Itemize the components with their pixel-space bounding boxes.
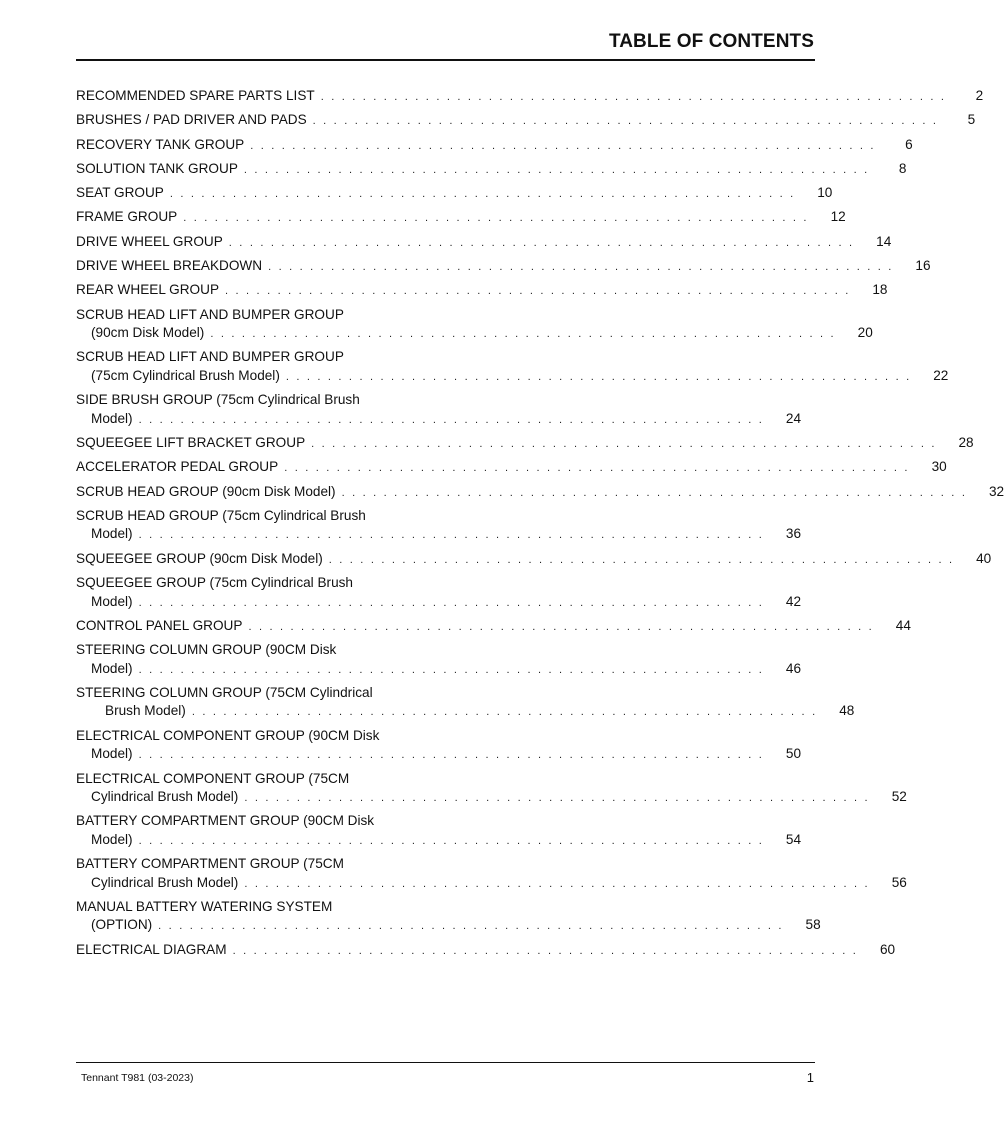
dot-leader: . . . . . . . . . . . . . . . . . . . . . . . . . . . . . . . . . . . . . . . . . . . . . . . . . . . . . . . . . . . . — [228, 236, 855, 249]
dot-leader: . . . . . . . . . . . . . . . . . . . . . . . . . . . . . . . . . . . . . . . . . . . . . . . . . . . . . . . . . . . . — [158, 920, 784, 933]
toc-entry-title: MANUAL BATTERY WATERING SYSTEM — [76, 898, 333, 914]
toc-entry-line-final — [76, 788, 907, 808]
toc-entry-title: ELECTRICAL COMPONENT GROUP (75CM — [76, 770, 350, 786]
dot-leader: . . . . . . . . . . . . . . . . . . . . . . . . . . . . . . . . . . . . . . . . . . . . . . . . . . . . . . . . . . . . — [284, 462, 910, 475]
toc-entry[interactable] — [76, 617, 911, 637]
toc-page-number[interactable]: 8 — [898, 160, 907, 176]
toc-entry-line-final — [76, 367, 949, 387]
dot-leader: . . . . . . . . . . . . . . . . . . . . . . . . . . . . . . . . . . . . . . . . . . . . . . . . . . . . . . . . . . . . — [138, 663, 765, 676]
dot-leader: . . . . . . . . . . . . . . . . . . . . . . . . . . . . . . . . . . . . . . . . . . . . . . . . . . . . . . . . . . . . — [138, 749, 765, 762]
toc-page-number[interactable]: 48 — [839, 703, 855, 719]
toc-entry[interactable] — [76, 812, 802, 850]
toc-entry-title: Model) — [91, 526, 133, 542]
toc-entry[interactable] — [76, 483, 1004, 503]
toc-entry-line — [76, 574, 422, 593]
toc-entry-title: BATTERY COMPARTMENT GROUP (75CM — [76, 856, 344, 872]
toc-page-number[interactable]: 32 — [988, 483, 1004, 499]
toc-entry-title: DRIVE WHEEL GROUP — [76, 233, 223, 249]
toc-entry[interactable] — [76, 770, 907, 808]
toc-entry-line-final — [76, 617, 911, 637]
toc-entry[interactable] — [76, 941, 896, 961]
toc-entry[interactable] — [76, 727, 802, 765]
toc-entry-line-final — [76, 410, 802, 430]
toc-entry-title: (90cm Disk Model) — [91, 325, 205, 341]
toc-entry-line-final — [76, 458, 947, 478]
toc-entry[interactable] — [76, 550, 992, 570]
dot-leader: . . . . . . . . . . . . . . . . . . . . . . . . . . . . . . . . . . . . . . . . . . . . . . . . . . . . . . . . . . . . — [138, 413, 765, 426]
toc-entry-title: Model) — [91, 831, 133, 847]
toc-entry[interactable] — [76, 641, 802, 679]
toc-entry-line-final — [76, 702, 855, 722]
table-of-contents — [76, 87, 1004, 965]
toc-page-number[interactable]: 10 — [817, 185, 833, 201]
toc-entry-title: STEERING COLUMN GROUP (75CM Cylindrical — [76, 684, 373, 700]
toc-entry-line-final — [76, 593, 802, 613]
toc-entry-title: RECOMMENDED SPARE PARTS LIST — [76, 88, 315, 103]
footer-page-number: 1 — [806, 1070, 814, 1085]
toc-page-number[interactable]: 42 — [785, 593, 802, 609]
toc-entry-title: CONTROL PANEL GROUP — [76, 617, 243, 633]
footer-divider — [76, 1062, 815, 1063]
toc-entry-line-final — [76, 281, 888, 301]
toc-entry-line-final — [76, 831, 802, 851]
toc-entry[interactable] — [76, 391, 802, 429]
dot-leader: . . . . . . . . . . . . . . . . . . . . . . . . . . . . . . . . . . . . . . . . . . . . . . . . . . . . . . . . . . . . — [191, 706, 818, 719]
toc-page-number[interactable]: 18 — [872, 282, 888, 298]
toc-entry-line — [76, 770, 422, 789]
toc-entry-title: Model) — [91, 410, 133, 426]
dot-leader: . . . . . . . . . . . . . . . . . . . . . . . . . . . . . . . . . . . . . . . . . . . . . . . . . . . . . . . . . . . . — [138, 529, 765, 542]
toc-page-number[interactable]: 2 — [975, 88, 984, 103]
toc-entry-title: BATTERY COMPARTMENT GROUP (90CM Disk — [76, 813, 375, 829]
toc-entry[interactable] — [76, 458, 947, 478]
toc-entry-title: ELECTRICAL COMPONENT GROUP (90CM Disk — [76, 727, 380, 743]
toc-entry-title: SCRUB HEAD LIFT AND BUMPER GROUP — [76, 349, 344, 365]
toc-entry-title: SEAT GROUP — [76, 185, 164, 201]
toc-page-number[interactable]: 60 — [879, 941, 896, 957]
toc-page-number[interactable]: 24 — [785, 410, 802, 426]
toc-entry[interactable] — [76, 184, 833, 204]
toc-entry-line-final — [76, 233, 892, 253]
dot-leader: . . . . . . . . . . . . . . . . . . . . . . . . . . . . . . . . . . . . . . . . . . . . . . . . . . . . . . . . . . . . — [311, 438, 937, 451]
toc-page-number[interactable]: 46 — [785, 660, 802, 676]
toc-entry-title: (OPTION) — [91, 917, 153, 933]
toc-entry-title: SQUEEGEE LIFT BRACKET GROUP — [76, 435, 306, 451]
toc-entry[interactable] — [76, 160, 907, 180]
toc-page-number[interactable]: 44 — [895, 617, 911, 633]
toc-entry-line — [76, 812, 422, 831]
toc-entry-line-final — [76, 483, 1004, 503]
toc-entry[interactable] — [76, 348, 949, 386]
toc-entry-line — [76, 898, 422, 917]
toc-entry-line-final — [76, 434, 974, 454]
toc-entry-line-final — [76, 184, 833, 204]
toc-entry-title: SQUEEGEE GROUP (75cm Cylindrical Brush — [76, 575, 353, 591]
dot-leader: . . . . . . . . . . . . . . . . . . . . . . . . . . . . . . . . . . . . . . . . . . . . . . . . . . . . . . . . . . . . — [138, 834, 765, 847]
toc-entry-line-final — [76, 87, 984, 107]
toc-page-number[interactable]: 5 — [967, 112, 976, 128]
toc-entry-title: BRUSHES / PAD DRIVER AND PADS — [76, 112, 307, 128]
dot-leader: . . . . . . . . . . . . . . . . . . . . . . . . . . . . . . . . . . . . . . . . . . . . . . . . . . . . . . . . . . . . — [341, 486, 968, 499]
dot-leader: . . . . . . . . . . . . . . . . . . . . . . . . . . . . . . . . . . . . . . . . . . . . . . . . . . . . . . . . . . . . — [285, 370, 912, 383]
toc-entry-title: STEERING COLUMN GROUP (90CM Disk — [76, 642, 337, 658]
toc-entry[interactable] — [76, 136, 913, 156]
toc-page-number[interactable]: 56 — [891, 874, 907, 890]
toc-entry-line-final — [76, 660, 802, 680]
dot-leader: . . . . . . . . . . . . . . . . . . . . . . . . . . . . . . . . . . . . . . . . . . . . . . . . . . . . . . . . . . . . — [225, 285, 851, 298]
toc-page-number[interactable]: 40 — [976, 550, 992, 566]
toc-entry[interactable] — [76, 507, 802, 545]
toc-entry[interactable] — [76, 434, 974, 454]
dot-leader: . . . . . . . . . . . . . . . . . . . . . . . . . . . . . . . . . . . . . . . . . . . . . . . . . . . . . . . . . . . . — [243, 163, 870, 176]
dot-leader: . . . . . . . . . . . . . . . . . . . . . . . . . . . . . . . . . . . . . . . . . . . . . . . . . . . . . . . . . . . . — [244, 792, 870, 805]
toc-entry-title: Cylindrical Brush Model) — [91, 789, 239, 805]
toc-page-number[interactable]: 12 — [830, 209, 846, 225]
toc-entry-title: Model) — [91, 593, 133, 609]
toc-entry-title: SCRUB HEAD GROUP (90cm Disk Model) — [76, 483, 336, 499]
dot-leader: . . . . . . . . . . . . . . . . . . . . . . . . . . . . . . . . . . . . . . . . . . . . . . . . . . . . . . . . . . . . — [210, 328, 836, 341]
toc-entry-line — [76, 855, 422, 874]
toc-entry[interactable] — [76, 684, 855, 722]
toc-entry-title: SOLUTION TANK GROUP — [76, 160, 238, 176]
toc-entry-line-final — [76, 257, 931, 277]
toc-page-number[interactable]: 16 — [915, 258, 931, 274]
dot-leader: . . . . . . . . . . . . . . . . . . . . . . . . . . . . . . . . . . . . . . . . . . . . . . . . . . . . . . . . . . . . — [183, 212, 809, 225]
toc-page-number[interactable]: 58 — [805, 917, 821, 933]
toc-entry-title: SCRUB HEAD GROUP (75cm Cylindrical Brush — [76, 507, 366, 523]
toc-entry-line — [76, 684, 422, 703]
dot-leader: . . . . . . . . . . . . . . . . . . . . . . . . . . . . . . . . . . . . . . . . . . . . . . . . . . . . . . . . . . . . — [250, 139, 876, 152]
toc-page-number[interactable]: 54 — [785, 831, 802, 847]
dot-leader: . . . . . . . . . . . . . . . . . . . . . . . . . . . . . . . . . . . . . . . . . . . . . . . . . . . . . . . . . . . . — [320, 91, 947, 103]
toc-entry-title: Brush Model) — [105, 703, 186, 719]
toc-entry[interactable] — [76, 111, 976, 131]
dot-leader: . . . . . . . . . . . . . . . . . . . . . . . . . . . . . . . . . . . . . . . . . . . . . . . . . . . . . . . . . . . . — [232, 944, 859, 957]
toc-page-number[interactable]: 52 — [891, 789, 907, 805]
toc-page-number[interactable]: 28 — [958, 435, 974, 451]
toc-entry-line-final — [76, 874, 907, 894]
toc-page-number[interactable]: 30 — [931, 459, 947, 475]
toc-entry-title: FRAME GROUP — [76, 209, 178, 225]
toc-entry-title: Cylindrical Brush Model) — [91, 874, 239, 890]
toc-page-number[interactable]: 36 — [785, 526, 802, 542]
toc-entry-line — [76, 391, 422, 410]
dot-leader: . . . . . . . . . . . . . . . . . . . . . . . . . . . . . . . . . . . . . . . . . . . . . . . . . . . . . . . . . . . . — [312, 115, 939, 128]
dot-leader: . . . . . . . . . . . . . . . . . . . . . . . . . . . . . . . . . . . . . . . . . . . . . . . . . . . . . . . . . . . . — [328, 553, 955, 566]
toc-entry-line-final — [76, 941, 896, 961]
toc-entry-title: Model) — [91, 746, 133, 762]
toc-entry[interactable] — [76, 233, 892, 253]
toc-page-number[interactable]: 20 — [857, 325, 873, 341]
toc-entry-title: SCRUB HEAD LIFT AND BUMPER GROUP — [76, 306, 344, 322]
toc-entry[interactable] — [76, 574, 802, 612]
toc-entry-title: SQUEEGEE GROUP (90cm Disk Model) — [76, 550, 323, 566]
toc-entry-title: RECOVERY TANK GROUP — [76, 136, 245, 152]
toc-entry-line — [76, 507, 422, 526]
toc-entry-title: Model) — [91, 660, 133, 676]
header-divider — [76, 59, 815, 61]
toc-entry-line — [76, 641, 422, 660]
footer-document-reference: Tennant T981 (03-2023) — [81, 1072, 194, 1084]
dot-leader: . . . . . . . . . . . . . . . . . . . . . . . . . . . . . . . . . . . . . . . . . . . . . . . . . . . . . . . . . . . . — [268, 261, 894, 274]
toc-page-number[interactable]: 50 — [785, 746, 802, 762]
toc-page-number[interactable]: 14 — [876, 233, 892, 249]
dot-leader: . . . . . . . . . . . . . . . . . . . . . . . . . . . . . . . . . . . . . . . . . . . . . . . . . . . . . . . . . . . . — [138, 596, 765, 609]
toc-entry[interactable] — [76, 898, 821, 936]
toc-entry[interactable] — [76, 855, 907, 893]
toc-entry-line-final — [76, 745, 802, 765]
toc-entry[interactable] — [76, 281, 888, 301]
dot-leader: . . . . . . . . . . . . . . . . . . . . . . . . . . . . . . . . . . . . . . . . . . . . . . . . . . . . . . . . . . . . — [169, 188, 796, 201]
toc-entry-line-final — [76, 136, 913, 156]
toc-entry-line — [76, 348, 422, 367]
toc-entry-title: ELECTRICAL DIAGRAM — [76, 941, 227, 957]
toc-entry-line — [76, 727, 422, 746]
toc-entry-line-final — [76, 208, 846, 228]
toc-entry[interactable] — [76, 306, 873, 344]
toc-page-number[interactable]: 6 — [905, 136, 913, 152]
toc-entry-line-final — [76, 550, 992, 570]
toc-entry[interactable] — [76, 208, 846, 228]
page-title: TABLE OF CONTENTS — [608, 31, 814, 52]
toc-entry[interactable] — [76, 257, 931, 277]
toc-entry-title: ACCELERATOR PEDAL GROUP — [76, 459, 279, 475]
toc-entry-line-final — [76, 916, 821, 936]
toc-entry-line-final — [76, 160, 907, 180]
dot-leader: . . . . . . . . . . . . . . . . . . . . . . . . . . . . . . . . . . . . . . . . . . . . . . . . . . . . . . . . . . . . — [248, 620, 874, 633]
toc-entry-title: SIDE BRUSH GROUP (75cm Cylindrical Brush — [76, 392, 360, 408]
toc-entry-title: REAR WHEEL GROUP — [76, 282, 220, 298]
toc-entry-title: (75cm Cylindrical Brush Model) — [91, 367, 280, 383]
toc-entry-line — [76, 306, 422, 325]
toc-entry[interactable] — [76, 87, 984, 107]
toc-entry-line-final — [76, 111, 976, 131]
dot-leader: . . . . . . . . . . . . . . . . . . . . . . . . . . . . . . . . . . . . . . . . . . . . . . . . . . . . . . . . . . . . — [244, 877, 870, 890]
toc-entry-title: DRIVE WHEEL BREAKDOWN — [76, 258, 263, 274]
toc-entry-line-final — [76, 324, 873, 344]
toc-entry-line-final — [76, 525, 802, 545]
toc-page-number[interactable]: 22 — [933, 367, 949, 383]
